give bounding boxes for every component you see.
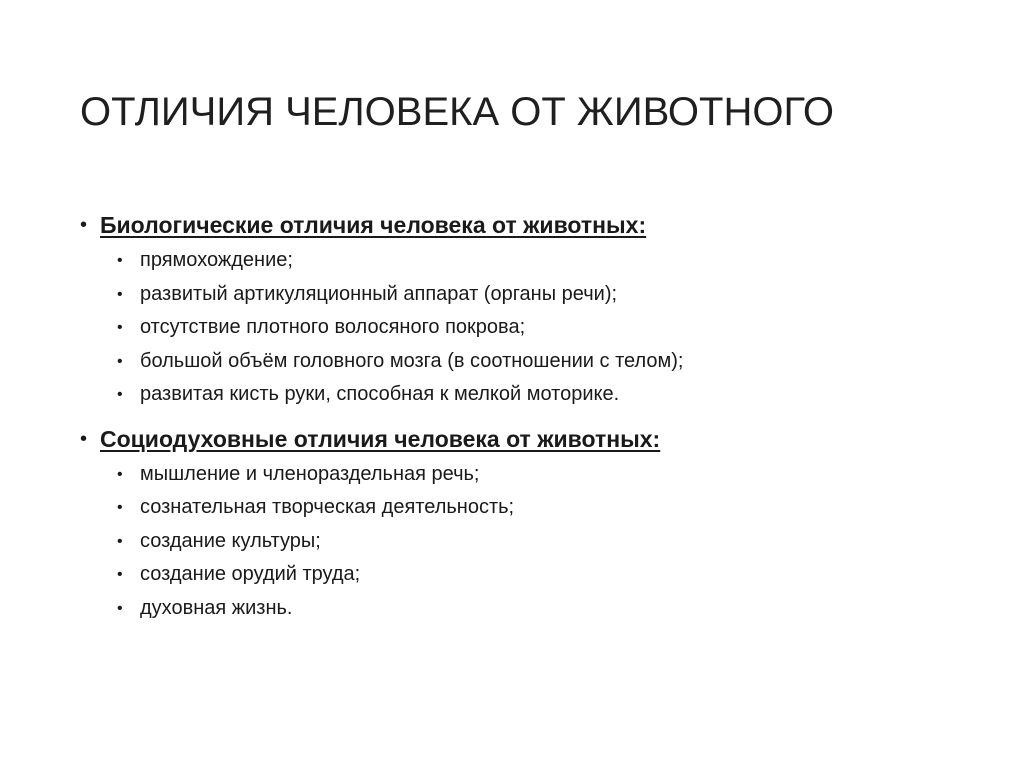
- bullet-icon: •: [117, 566, 123, 583]
- slide-body: [80, 206, 960, 633]
- section-heading-row: [80, 420, 960, 458]
- list-item-text: создание культуры;: [140, 529, 321, 552]
- list-item-text: развитый артикуляционный аппарат (органы речи);: [140, 282, 618, 305]
- list-item-text: прямохождение;: [140, 249, 293, 271]
- list-item: [80, 525, 960, 559]
- section-sociospiritual: [80, 420, 960, 626]
- list-item-text: большой объём головного мозга (в соотношении с телом);: [140, 349, 684, 372]
- list-item: [80, 278, 960, 312]
- bullet-icon: •: [117, 532, 123, 550]
- bullet-icon: •: [117, 252, 123, 269]
- list-item-text: духовная жизнь.: [140, 596, 293, 619]
- list-item: [80, 491, 960, 525]
- section-heading: Социодуховные отличия человека от животных:: [100, 425, 661, 452]
- list-item-text: развитая кисть руки, способная к мелкой моторике.: [140, 383, 620, 405]
- list-item-text: отсутствие плотного волосяного покрова;: [140, 316, 526, 338]
- slide-title: ОТЛИЧИЯ ЧЕЛОВЕКА ОТ ЖИВОТНОГО: [80, 90, 835, 134]
- section-biological: [80, 206, 960, 412]
- bullet-icon: •: [117, 352, 123, 370]
- list-item: [80, 378, 960, 412]
- list-item: [80, 345, 960, 379]
- list-item-text: мышление и членораздельная речь;: [140, 462, 480, 485]
- section-heading-row: [80, 206, 960, 244]
- bullet-icon: •: [80, 427, 88, 450]
- bullet-icon: •: [117, 386, 123, 403]
- bullet-icon: •: [117, 499, 123, 516]
- list-item: [80, 458, 960, 492]
- list-item: [80, 558, 960, 592]
- sub-list: [80, 458, 960, 626]
- bullet-icon: •: [117, 319, 123, 336]
- bullet-icon: •: [117, 465, 123, 483]
- list-item: [80, 244, 960, 278]
- list-item: [80, 592, 960, 626]
- list-item-text: создание орудий труда;: [140, 563, 361, 585]
- sub-list: [80, 244, 960, 412]
- bullet-icon: •: [80, 214, 88, 236]
- list-item-text: сознательная творческая деятельность;: [140, 496, 515, 518]
- bullet-icon: •: [117, 599, 123, 617]
- list-item: [80, 311, 960, 345]
- section-heading: Биологические отличия человека от животных:: [100, 212, 647, 238]
- bullet-icon: •: [117, 285, 123, 303]
